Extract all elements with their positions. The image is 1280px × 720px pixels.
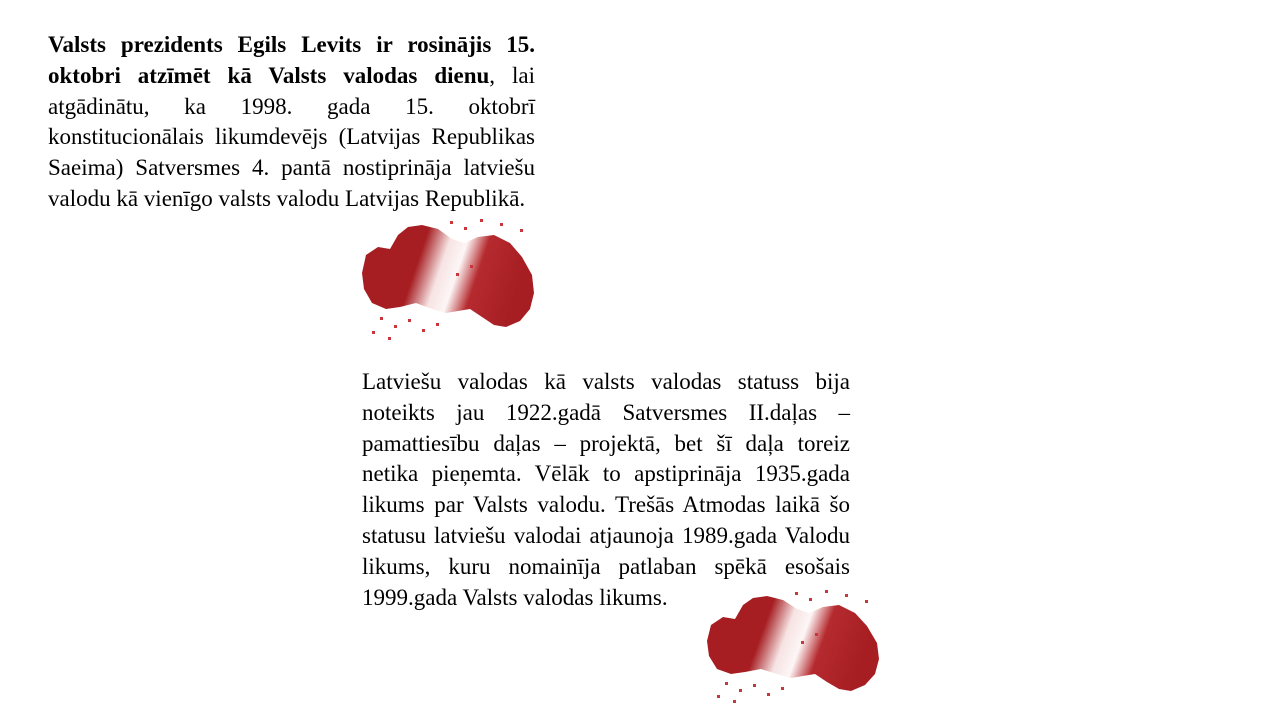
latvia-map-shape bbox=[707, 596, 879, 691]
paragraph-body-text: , lai atgādinātu, ka 1998. gada 15. oktobrī konstitucionālais likumdevējs (Latvijas Republikas Saeima) Satversmes 4. pantā nostiprināja latviešu valodu kā vienīgo valsts valodu Latvijas Republikā. bbox=[48, 62, 535, 211]
paragraph-language-status-history: Latviešu valodas kā valsts valodas statuss bija noteikts jau 1922.gadā Satversmes II.daļas – pamattiesību daļas – projektā, bet šī daļa toreiz netika pieņemta. Vēlāk to apstiprināja 1935.gada likums par Valsts valodu. Trešās Atmodas laikā šo statusu latviešu valodai atjaunoja 1989.gada Valodu likums, kuru nomainīja patlaban spēkā esošais 1999.gada Valsts valodas likums. bbox=[362, 369, 850, 610]
latvia-map-image bbox=[360, 213, 536, 344]
paragraph-state-language-day bbox=[48, 30, 535, 215]
paragraph-bold-lead: Valsts prezidents Egils Levits ir rosinājis 15. oktobri atzīmēt kā Valsts valodas dienu bbox=[48, 32, 535, 88]
latvia-map-image bbox=[705, 585, 881, 707]
latvia-map-shape bbox=[362, 225, 534, 327]
